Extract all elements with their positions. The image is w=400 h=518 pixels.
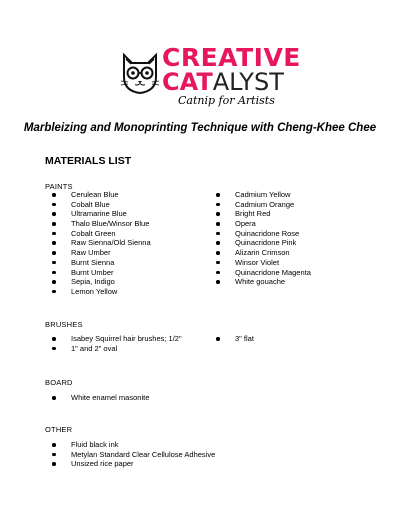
logo-text-creative: CREATIVE bbox=[162, 43, 301, 72]
brushes-list-right bbox=[209, 334, 254, 344]
list-item: 3" flat bbox=[209, 334, 254, 344]
list-item: Cerulean Blue bbox=[45, 190, 151, 200]
list-item: Bright Red bbox=[209, 209, 311, 219]
section-label-brushes: BRUSHES bbox=[45, 320, 83, 329]
list-item: Burnt Umber bbox=[45, 268, 151, 278]
list-item: Winsor Violet bbox=[209, 258, 311, 268]
list-item: Quinacridone Pink bbox=[209, 238, 311, 248]
list-item: Metylan Standard Clear Cellulose Adhesive bbox=[45, 450, 215, 460]
list-item: Burnt Sienna bbox=[45, 258, 151, 268]
list-item: Alizarin Crimson bbox=[209, 248, 311, 258]
brushes-list-left bbox=[45, 334, 182, 353]
list-item: Isabey Squirrel hair brushes; 1/2" bbox=[45, 334, 182, 344]
cat-with-glasses-icon bbox=[120, 51, 160, 95]
section-label-other: OTHER bbox=[45, 425, 73, 434]
list-item: 1" and 2" oval bbox=[45, 344, 182, 354]
list-item: White enamel masonite bbox=[45, 393, 149, 403]
list-item: Cobalt Blue bbox=[45, 200, 151, 210]
list-item: Opera bbox=[209, 219, 311, 229]
list-item: Cadmium Yellow bbox=[209, 190, 311, 200]
paints-list-left bbox=[45, 190, 151, 297]
list-item: Sepia, Indigo bbox=[45, 277, 151, 287]
logo-text-cat: CAT bbox=[162, 68, 213, 96]
list-item: Fluid black ink bbox=[45, 440, 215, 450]
board-list bbox=[45, 393, 149, 403]
paints-list-right bbox=[209, 190, 311, 287]
section-label-paints: PAINTS bbox=[45, 182, 73, 191]
document-title: Marbleizing and Monoprinting Technique with Cheng-Khee Chee bbox=[23, 122, 377, 134]
list-item: Raw Sienna/Old Sienna bbox=[45, 238, 151, 248]
list-item: Unsized rice paper bbox=[45, 459, 215, 469]
list-item: Raw Umber bbox=[45, 248, 151, 258]
section-label-board: BOARD bbox=[45, 378, 73, 387]
list-item: Ultramarine Blue bbox=[45, 209, 151, 219]
logo-tagline: Catnip for Artists bbox=[178, 94, 275, 107]
list-item: Thalo Blue/Winsor Blue bbox=[45, 219, 151, 229]
list-item: Lemon Yellow bbox=[45, 287, 151, 297]
logo-text-catalyst bbox=[162, 69, 284, 95]
list-item: Quinacridone Rose bbox=[209, 229, 311, 239]
materials-heading: MATERIALS LIST bbox=[45, 155, 132, 167]
list-item: Quinacridone Magenta bbox=[209, 268, 311, 278]
list-item: Cadmium Orange bbox=[209, 200, 311, 210]
logo-text-alyst: ALYST bbox=[212, 68, 284, 96]
other-list bbox=[45, 440, 215, 469]
list-item: Cobalt Green bbox=[45, 229, 151, 239]
list-item: White gouache bbox=[209, 277, 311, 287]
brand-logo bbox=[120, 43, 301, 113]
